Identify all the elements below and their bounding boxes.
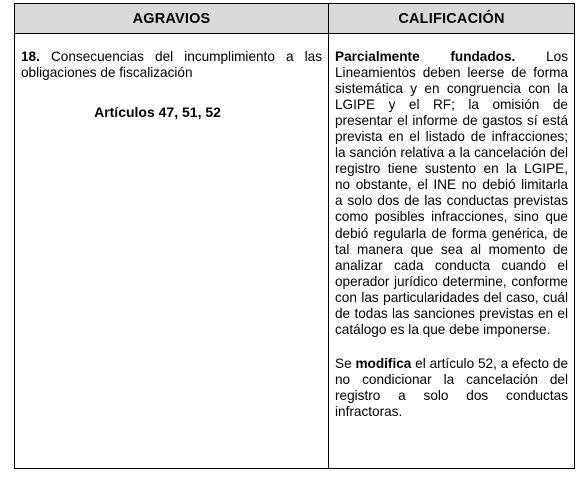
calificacion-text: Los Lineamientos deben leerse de forma sistemática y en congruencia con la LGIPE y el RF; la omisión de presentar el informe de gastos sí está prevista en el listado de infracciones; la sanción relativa a la cancelación del registro tiene sustento en la LGIPE, no obstante, el INE no debió limitarla a solo dos de las conductas previstas como posibles infracciones, sino que debió regularla de forma genérica, de tal manera que sea al momento de analizar cada conducta cuando el operador jurídico determine, conforme con las particularidades del caso, cuál de todas las sanciones previstas en el catálogo es la que debe imponerse. (335, 49, 568, 337)
agravio-text: Consecuencias del incumplimiento a las obligaciones de fiscalización (21, 49, 322, 80)
agravio-articles: Artículos 47, 51, 52 (94, 104, 221, 120)
table-row (15, 47, 575, 469)
agravio-number: 18. (21, 49, 40, 64)
paragraph-2-bold: modifica (355, 355, 412, 371)
header-row (15, 4, 575, 34)
agravios-table (14, 3, 575, 469)
header-agravios: AGRAVIOS (15, 4, 329, 34)
agravio-cell (15, 47, 329, 469)
spacer-cell-right (329, 34, 575, 48)
calificacion-verdict: Parcialmente fundados. (335, 49, 516, 64)
calificacion-cell (329, 47, 575, 469)
calificacion-paragraph-2 (329, 354, 574, 420)
calificacion-paragraph-1 (329, 47, 574, 338)
paragraph-2-pre: Se (335, 355, 356, 371)
header-calificacion: CALIFICACIÓN (329, 4, 575, 34)
paragraph-2-post: el artículo 52, a efecto de no condicionar la cancelación del registro a solo dos conductas infractoras. (335, 355, 569, 419)
spacer-cell-left (15, 34, 329, 48)
spacer-row (15, 34, 575, 48)
agravio-description (15, 47, 328, 81)
